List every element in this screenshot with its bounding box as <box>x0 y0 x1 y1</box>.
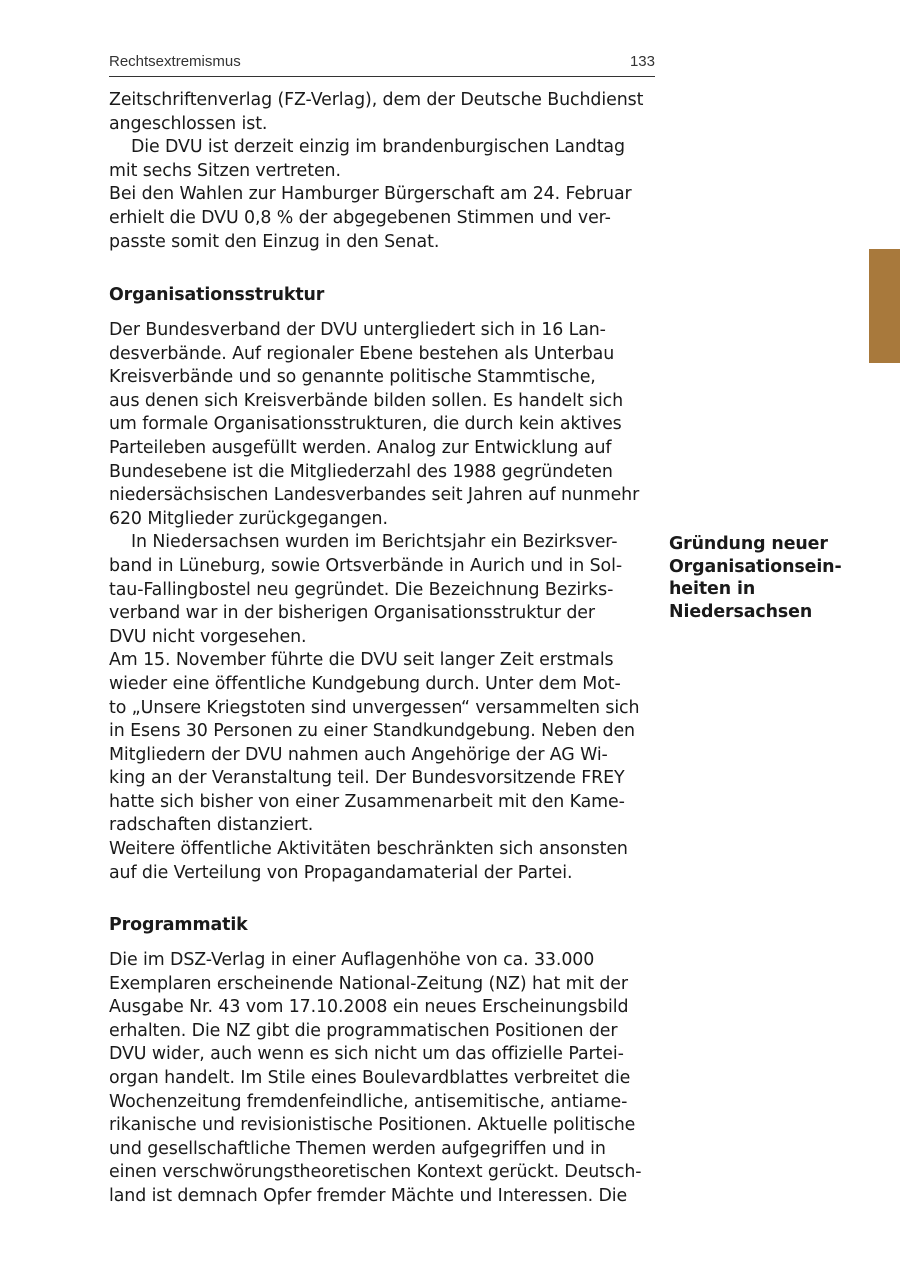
text-line: angeschlossen ist. <box>109 113 268 134</box>
text-line: niedersächsischen Landesverbandes seit Jahren auf nunmehr <box>109 485 640 506</box>
text-line: Die im DSZ-Verlag in einer Auflagenhöhe von ca. 33.000 <box>109 950 595 970</box>
text-line: desverbände. Auf regionaler Ebene bestehen als Unterbau <box>109 343 615 364</box>
text-line: auf die Verteilung von Propagandamaterial der Partei. <box>109 862 573 883</box>
text-line: aus denen sich Kreisverbände bilden sollen. Es handelt sich <box>109 390 624 411</box>
running-title: Rechtsextremismus <box>109 53 241 70</box>
text-line: king an der Veranstaltung teil. Der Bundesvorsitzende FREY <box>109 768 625 789</box>
margin-note <box>669 533 842 624</box>
text-line: DVU nicht vorgesehen. <box>109 626 307 647</box>
organisation-paragraphs <box>109 319 639 885</box>
text-line: Weitere öffentliche Aktivitäten beschränkten sich ansonsten <box>109 839 628 860</box>
text-line: erhalten. Die NZ gibt die programmatischen Positionen der <box>109 1020 618 1041</box>
text-line: Parteileben ausgefüllt werden. Analog zur Entwicklung auf <box>109 437 612 458</box>
text-line: In Niedersachsen wurden im Berichtsjahr ein Bezirksver- <box>131 532 618 553</box>
page-number: 133 <box>629 53 655 70</box>
text-line: DVU wider, auch wenn es sich nicht um das offizielle Partei- <box>109 1044 624 1065</box>
text-line: einen verschwörungstheoretischen Kontext gerückt. Deutsch- <box>109 1162 642 1183</box>
chapter-thumb-tab <box>869 249 900 363</box>
text-line: Zeitschriftenverlag (FZ-Verlag), dem der Deutsche Buchdienst <box>109 90 644 110</box>
text-line: erhielt die DVU 0,8 % der abgegebenen Stimmen und ver- <box>109 207 611 228</box>
text-line: radschaften distanziert. <box>109 815 314 836</box>
margin-note-line: Niedersachsen <box>669 602 813 623</box>
heading-organisationsstruktur: Organisationsstruktur <box>109 285 325 305</box>
text-line: Exemplaren erscheinende National-Zeitung (NZ) hat mit der <box>109 973 628 994</box>
text-line: passte somit den Einzug in den Senat. <box>109 231 440 252</box>
text-line: to „Unsere Kriegstoten sind unvergessen“ versammelten sich <box>109 697 640 718</box>
text-line: rikanische und revisionistische Positionen. Aktuelle politische <box>109 1115 636 1136</box>
text-line: organ handelt. Im Stile eines Boulevardblattes verbreitet die <box>109 1067 631 1088</box>
text-line: band in Lüneburg, sowie Ortsverbände in Aurich und in Sol- <box>109 555 622 576</box>
margin-note-line: Organisationsein- <box>669 556 842 577</box>
text-line: verband war in der bisherigen Organisationsstruktur der <box>109 603 595 624</box>
text-line: land ist demnach Opfer fremder Mächte und Interessen. Die <box>109 1185 628 1206</box>
text-line: in Esens 30 Personen zu einer Standkundgebung. Neben den <box>109 721 635 742</box>
text-line: Ausgabe Nr. 43 vom 17.10.2008 ein neues Erscheinungsbild <box>109 997 629 1018</box>
text-line: Wochenzeitung fremdenfeindliche, antisemitische, antiame- <box>109 1091 628 1112</box>
text-line: 620 Mitglieder zurückgegangen. <box>109 508 388 529</box>
text-line: Bundesebene ist die Mitgliederzahl des 1988 gegründeten <box>109 461 613 482</box>
margin-note-line: heiten in <box>669 579 756 600</box>
text-line: mit sechs Sitzen vertreten. <box>109 160 341 181</box>
text-line: Die DVU ist derzeit einzig im brandenburgischen Landtag <box>131 137 625 158</box>
running-header <box>109 52 655 77</box>
text-line: tau-Fallingbostel neu gegründet. Die Bezeichnung Bezirks- <box>109 579 614 600</box>
text-line: Am 15. November führte die DVU seit langer Zeit erstmals <box>109 650 614 671</box>
text-line: und gesellschaftliche Themen werden aufgegriffen und in <box>109 1138 606 1159</box>
programmatik-paragraphs <box>109 949 641 1209</box>
text-line: Mitgliedern der DVU nahmen auch Angehörige der AG Wi- <box>109 744 608 765</box>
text-line: hatte sich bisher von einer Zusammenarbeit mit den Kame- <box>109 791 625 812</box>
text-line: Der Bundesverband der DVU untergliedert sich in 16 Lan- <box>109 320 606 340</box>
text-line: um formale Organisationsstrukturen, die durch kein aktives <box>109 414 622 435</box>
heading-programmatik: Programmatik <box>109 915 248 935</box>
intro-paragraphs <box>109 89 643 254</box>
margin-note-line: Gründung neuer <box>669 534 828 554</box>
text-line: wieder eine öffentliche Kundgebung durch. Unter dem Mot- <box>109 673 621 694</box>
text-line: Kreisverbände und so genannte politische Stammtische, <box>109 367 596 388</box>
text-line: Bei den Wahlen zur Hamburger Bürgerschaft am 24. Februar <box>109 184 632 205</box>
